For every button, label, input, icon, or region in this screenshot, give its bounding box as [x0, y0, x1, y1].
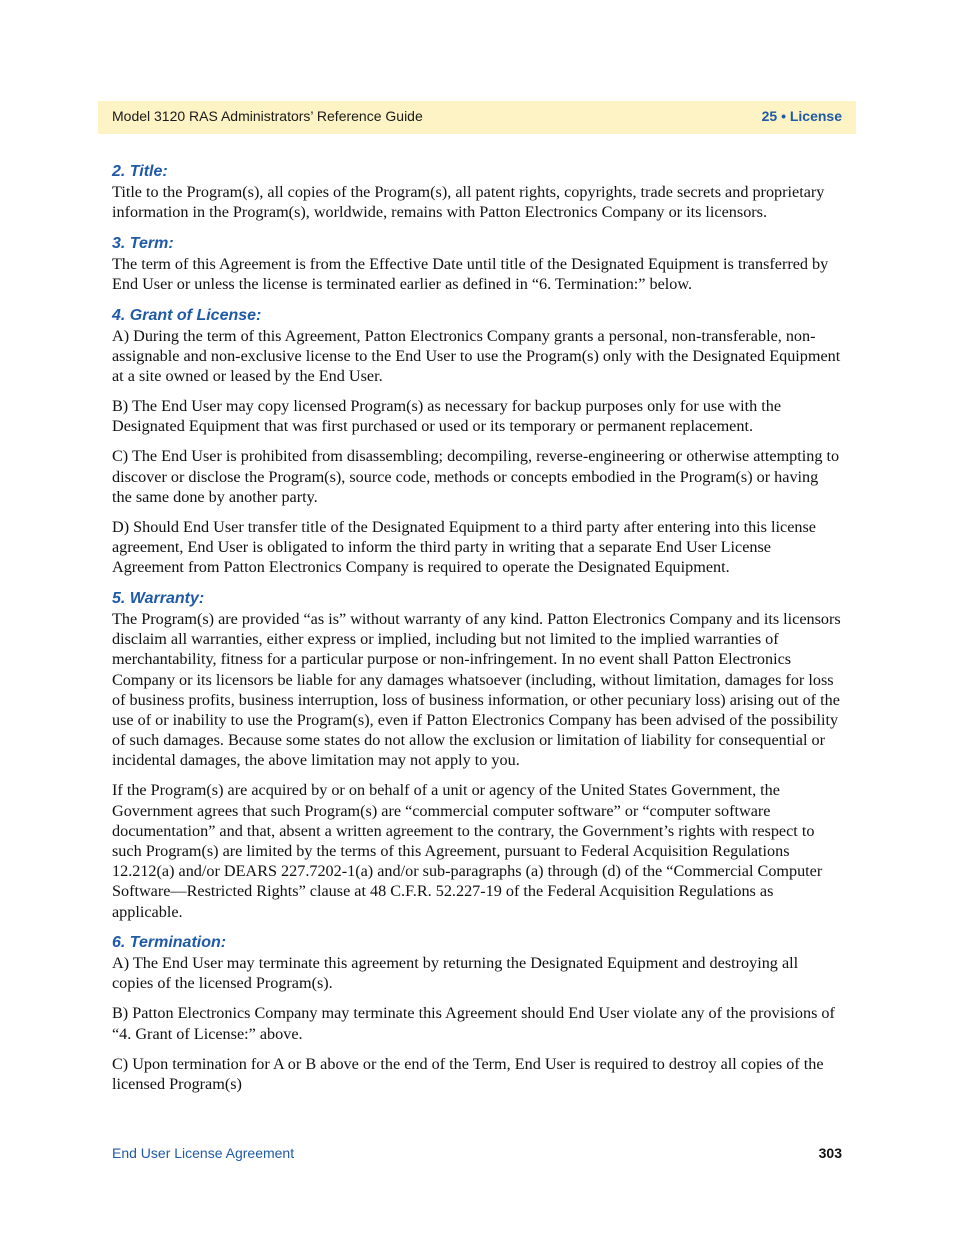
paragraph: B) The End User may copy licensed Program(s) as necessary for backup purposes only for use with the Designated Equipment that was first purchased or used or its temporary or permanent replacement.: [112, 397, 782, 436]
page-body: [112, 162, 842, 1106]
page-number: 303: [818, 1145, 842, 1161]
document-title: Model 3120 RAS Administrators’ Reference Guide: [112, 108, 423, 124]
paragraph: C) Upon termination for A or B above or the end of the Term, End User is required to destroy all copies of the licensed Program(s): [112, 1054, 824, 1093]
section-heading: 3. Term:: [112, 234, 174, 252]
paragraph: If the Program(s) are acquired by or on behalf of a unit or agency of the United States Government, the Government agrees that such Program(s) are “commercial computer software” or “computer software documentation” and that, absent a written agreement to the contrary, the Government’s rights with respect to such Program(s) are limited by the terms of this Agreement, pursuant to Federal Acquisition Regulations 12.212(a) and/or DEARS 227.7202-1(a) and/or sub-paragraphs (a) through (d) of the “Commercial Computer Software—Restricted Rights” clause at 48 C.F.R. 52.227-19 of the Federal Acquisition Regulations as applicable.: [112, 781, 823, 921]
paragraph: A) The End User may terminate this agreement by returning the Designated Equipment and destroying all copies of the licensed Program(s).: [112, 954, 799, 993]
section-heading: 5. Warranty:: [112, 589, 205, 607]
section-heading: 4. Grant of License:: [112, 306, 262, 324]
running-header: [98, 101, 856, 134]
section-grant-of-license: [112, 306, 842, 578]
section-title: [112, 162, 842, 222]
section-heading: 2. Title:: [112, 163, 168, 180]
chapter-label: 25 • License: [761, 108, 842, 124]
footer-document-title: End User License Agreement: [112, 1145, 295, 1161]
paragraph: A) During the term of this Agreement, Patton Electronics Company grants a personal, non-transferable, non-assignable and non-exclusive license to the End User to use the Program(s) only with the Designated Equipment at a site owned or leased by the End User.: [112, 326, 841, 386]
paragraph: B) Patton Electronics Company may terminate this Agreement should End User violate any of the provisions of “4. Grant of License:” above.: [112, 1004, 835, 1043]
paragraph: D) Should End User transfer title of the Designated Equipment to a third party after entering into this license agreement, End User is obligated to inform the third party in writing that a separate End User License Agreement from Patton Electronics Company is required to operate the Designated Equipment.: [112, 517, 816, 577]
section-term: [112, 234, 842, 294]
section-warranty: [112, 589, 842, 922]
section-termination: [112, 933, 842, 1094]
paragraph: Title to the Program(s), all copies of the Program(s), all patent rights, copyrights, trade secrets and proprietary information in the Program(s), worldwide, remains with Patton Electronics Company or its licensors.: [112, 183, 825, 222]
paragraph: The term of this Agreement is from the Effective Date until title of the Designated Equipment is transferred by End User or unless the license is terminated earlier as defined in “6. Termination:” below.: [112, 254, 829, 294]
paragraph: C) The End User is prohibited from disassembling; decompiling, reverse-engineering or otherwise attempting to discover or disclose the Program(s), source code, methods or concepts embodied in the Program(s) or having the same done by another party.: [112, 447, 840, 506]
paragraph: The Program(s) are provided “as is” without warranty of any kind. Patton Electronics Company and its licensors disclaim all warranties, either express or implied, including but not limited to the implied warranties of merchantability, fitness for a particular purpose or non-infringement. In no event shall Patton Electronics Company or its licensors be liable for any damages whatsoever (including, without limitation, damages for loss of business profits, business interruption, loss of business information, or other pecuniary loss) arising out of the use of or inability to use the Program(s), even if Patton Electronics Company has been advised of the possibility of such damages. Because some states do not allow the exclusion or limitation of liability for consequential or incidental damages, the above limitation may not apply to you.: [112, 609, 841, 770]
section-heading: 6. Termination:: [112, 934, 227, 952]
